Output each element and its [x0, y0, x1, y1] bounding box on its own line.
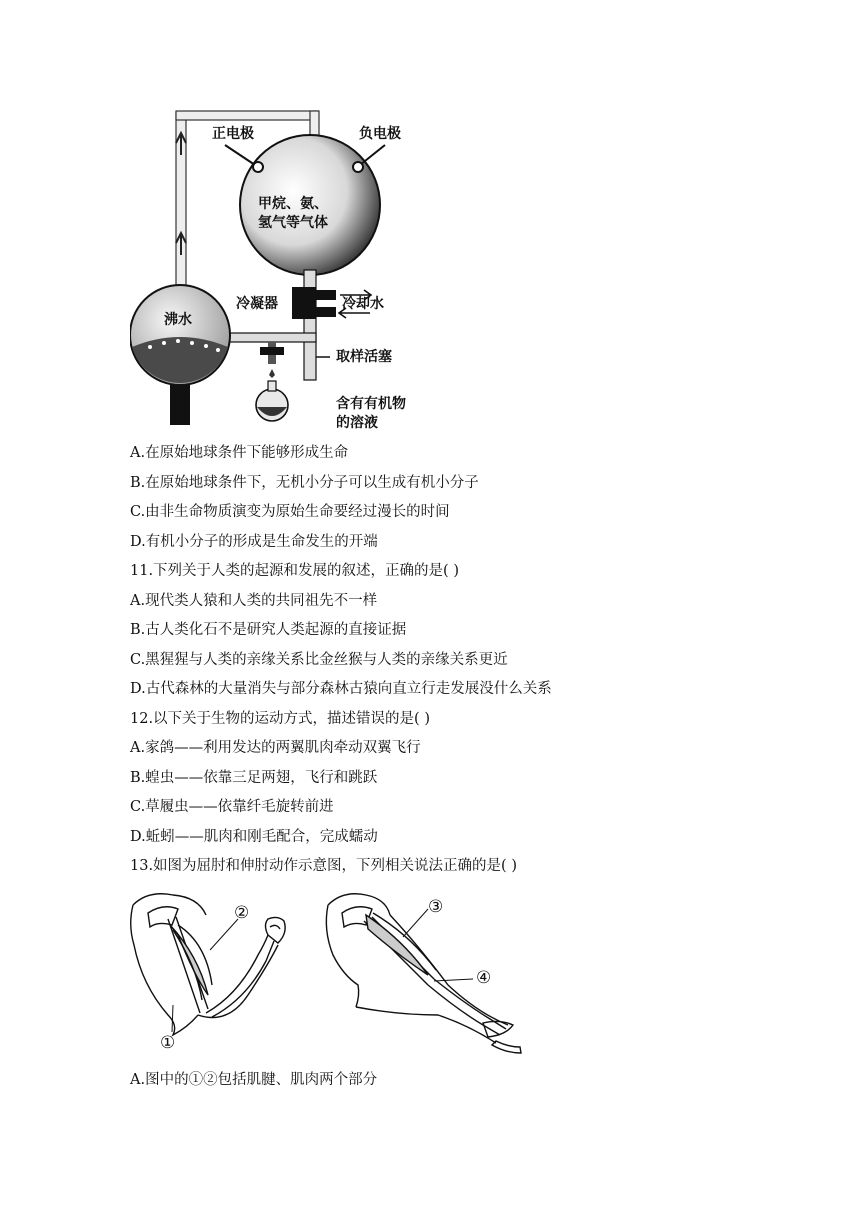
q12-stem: 12.以下关于生物的运动方式，描述错误的是( ) [130, 711, 430, 727]
miller-experiment-figure [130, 95, 430, 440]
label-positive-electrode: 正电极 [212, 126, 254, 142]
figure-label-3: ③ [428, 897, 444, 917]
label-boiling-water: 沸水 [164, 312, 192, 328]
miller-apparatus-drawing [130, 95, 430, 440]
label-gas-line1: 甲烷、氨、 [258, 196, 328, 212]
q12-option-b: B.蝗虫——依靠三足两翅，飞行和跳跃 [130, 770, 378, 786]
q11-option-d: D.古代森林的大量消失与部分森林古猿向直立行走发展没什么关系 [130, 681, 552, 697]
q11-option-b: B.古人类化石不是研究人类起源的直接证据 [130, 622, 407, 638]
label-sampling-valve: 取样活塞 [336, 349, 392, 365]
arm-drawing [128, 885, 528, 1065]
figure-label-1: ① [160, 1033, 176, 1053]
elbow-flexion-extension-figure [128, 885, 528, 1065]
q11-option-c: C.黑猩猩与人类的亲缘关系比金丝猴与人类的亲缘关系更近 [130, 652, 508, 668]
label-solution-line1: 含有有机物 [336, 396, 406, 412]
q13-stem: 13.如图为屈肘和伸肘动作示意图，下列相关说法正确的是( ) [130, 858, 517, 874]
q10-option-b: B.在原始地球条件下，无机小分子可以生成有机小分子 [130, 475, 479, 491]
q12-option-d: D.蚯蚓——肌肉和刚毛配合，完成蠕动 [130, 829, 378, 845]
q13-option-a: A.图中的①②包括肌腱、肌肉两个部分 [130, 1072, 378, 1088]
label-condenser: 冷凝器 [236, 296, 278, 312]
q10-option-c: C.由非生命物质演变为原始生命要经过漫长的时间 [130, 504, 450, 520]
q10-option-a: A.在原始地球条件下能够形成生命 [130, 445, 349, 461]
q12-option-a: A.家鸽——利用发达的两翼肌肉牵动双翼飞行 [130, 740, 421, 756]
figure-label-4: ④ [476, 968, 492, 988]
q11-stem: 11.下列关于人类的起源和发展的叙述，正确的是( ) [130, 563, 459, 579]
q10-option-d: D.有机小分子的形成是生命发生的开端 [130, 534, 378, 550]
figure-label-2: ② [234, 903, 250, 923]
label-solution-line2: 的溶液 [336, 415, 378, 431]
flexed-arm [131, 894, 285, 1035]
label-negative-electrode: 负电极 [359, 126, 401, 142]
q11-option-a: A.现代类人猿和人类的共同祖先不一样 [130, 593, 378, 609]
label-gas-line2: 氢气等气体 [258, 215, 328, 231]
extended-arm [326, 894, 521, 1053]
q12-option-c: C.草履虫——依靠纤毛旋转前进 [130, 799, 334, 815]
label-cooling-water: 冷却水 [342, 296, 384, 312]
